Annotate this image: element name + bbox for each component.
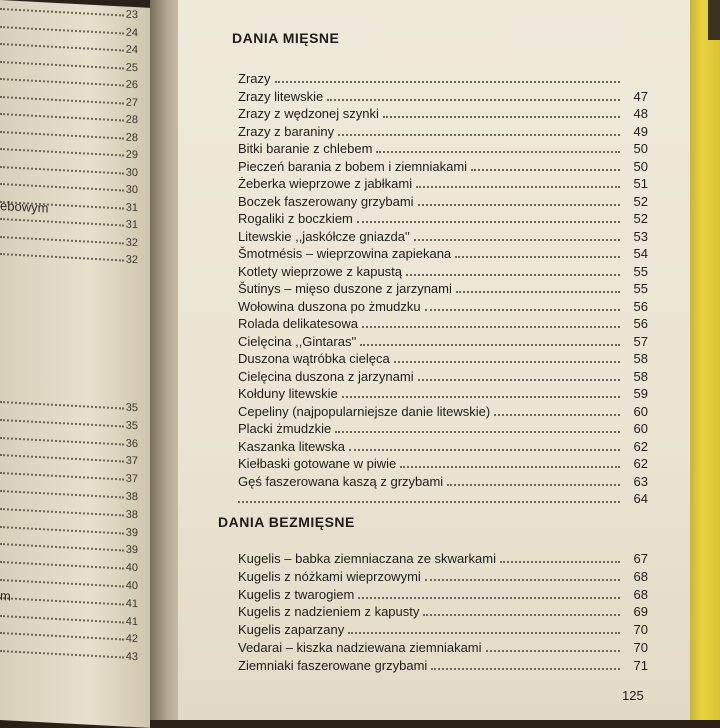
left-page-ref: 41 [125,597,138,611]
left-page-ref: 36 [125,437,138,450]
dot-leader [0,113,124,121]
dot-leader [414,239,620,241]
dot-leader [349,449,620,451]
toc-entry-page: 48 [633,106,648,121]
toc-entry-title: Cepeliny (najpopularniejsze danie litewskie) [238,403,491,419]
toc-entry-page: 52 [633,193,648,209]
toc-entry-page: 50 [633,158,648,174]
toc-entry-page: 56 [633,298,648,314]
toc-entry-page: 53 [633,228,648,244]
toc-entry-page: 47 [633,88,648,104]
dot-leader [0,579,124,587]
dot-leader [0,615,124,623]
left-page-ref: 23 [125,8,138,22]
toc-entry-page: 68 [633,586,648,602]
left-page-ref: 37 [125,454,138,468]
dot-leader [360,344,620,346]
toc-entry [238,280,648,297]
page-number: 125 [622,688,644,703]
section-heading-meatless: DANIA BEZMIĘSNE [218,514,355,530]
toc-entry [238,88,648,105]
dot-leader [0,78,124,86]
toc-entry-title: Vedarai – kiszka nadziewana ziemniakami [238,640,482,655]
left-page-ref: 40 [125,561,138,575]
dot-leader [423,614,620,616]
dot-leader [471,169,620,171]
toc-entry-title: Zrazy litewskie [238,88,324,104]
dot-leader [338,134,620,136]
toc-entry [238,657,648,674]
toc-entry-page: 58 [633,351,648,366]
toc-entry-title: Kiełbaski gotowane w piwie [238,456,397,471]
dot-leader [0,253,124,261]
toc-entry-title: Pieczeń barania z bobem i ziemniakami [238,158,468,174]
toc-entry [238,455,648,472]
dot-leader [342,396,620,398]
toc-entry-title: Żeberka wieprzowe z jabłkami [238,176,413,191]
toc-entry [238,639,648,656]
dot-leader [425,579,620,581]
dot-leader [335,431,620,433]
dot-leader [0,61,124,69]
dot-leader [0,472,124,480]
dot-leader [394,361,620,363]
toc-entry-title: Kugelis z nóżkami wieprzowymi [238,568,421,584]
toc-entry [238,403,648,420]
left-page-ref: 26 [125,78,138,92]
toc-entry [238,263,648,280]
toc-entry [238,438,648,455]
dot-leader [0,131,124,139]
dot-leader [431,668,620,670]
left-toc-line [0,644,140,665]
toc-entry [238,315,648,332]
dot-leader [0,597,124,605]
dot-leader [0,508,124,516]
left-page-ref: 37 [125,472,138,486]
left-page-ref: 32 [125,253,138,267]
dot-leader [0,148,124,156]
left-page-ref: 25 [125,61,138,74]
toc-entry [238,228,648,245]
dot-leader [0,650,124,658]
dot-leader [327,99,620,101]
background-corner [708,0,720,40]
toc-entry-title: Zrazy z baraniny [238,123,335,139]
toc-entry [238,350,648,367]
toc-entry [238,420,648,437]
toc-entry-page: 49 [633,123,648,139]
left-page-ref: 32 [125,236,138,249]
toc-entry [238,333,648,350]
toc-entry-page: 71 [633,657,648,673]
left-page-ref: 29 [125,148,138,162]
dot-leader [0,437,124,445]
toc-entry-page: 68 [633,568,648,584]
left-page-ref: 43 [125,650,138,664]
toc-entry-title: Cielęcina duszona z jarzynami [238,368,414,384]
toc-entry [238,210,648,227]
toc-entry-page: 55 [633,281,648,296]
dot-leader [0,526,124,534]
dot-leader [418,204,620,206]
toc-entry-title: Wołowina duszona po żmudzku [238,298,421,314]
left-page-ref: 30 [125,183,138,197]
toc-entry [238,490,648,507]
toc-entry-page: 67 [633,551,648,566]
dot-leader [238,501,620,503]
left-page-ref: 24 [125,26,138,39]
toc-entry-page: 70 [633,640,648,655]
left-page-ref: 24 [125,43,138,57]
toc-entry-title: Kugelis z nadzieniem z kapusty [238,604,420,620]
dot-leader [0,43,124,51]
left-page-ref: 30 [125,166,138,179]
left-page-ref: 41 [125,615,138,628]
toc-entry-page: 56 [633,316,648,331]
toc-entry-page: 62 [633,456,648,471]
toc-entry [238,473,648,490]
toc-entry-page: 60 [633,421,648,436]
dot-leader [425,309,620,311]
toc-entry-title: Rogaliki z boczkiem [238,211,353,226]
toc-entry-title: Šmotmésis – wieprzowina zapiekana [238,246,452,261]
toc-entry [238,568,648,585]
left-page-ref: 42 [125,632,138,646]
toc-entry [238,385,648,402]
toc-entry-title: Kotlety wieprzowe z kapustą [238,263,403,279]
toc-entry-title: Šutinys – mięso duszone z jarzynami [238,281,452,296]
dot-leader [0,183,124,191]
toc-entry-title: Bitki baranie z chlebem [238,141,373,156]
left-text-fragment: m [0,588,11,604]
left-page-ref: 38 [125,490,138,504]
dot-leader [494,414,620,416]
left-page [0,0,150,728]
dot-leader [0,632,124,640]
toc-entry-title: Kugelis – babka ziemniaczana ze skwarkami [238,551,496,566]
toc-entry-title: Kaszanka litewska [238,438,345,454]
left-page-ref: 28 [125,131,138,144]
dot-leader [0,561,124,569]
toc-entry [238,70,648,87]
dot-leader [447,484,620,486]
dot-leader [0,454,124,462]
dot-leader [0,96,124,104]
toc-entry-title: Kugelis zaparzany [238,622,345,638]
toc-entry-title: Litewskie ,,jaskółcze gniazda'' [238,228,410,244]
toc-entry [238,550,648,567]
left-page-ref: 40 [125,579,138,593]
toc-entry [238,586,648,603]
left-page-ref: 35 [125,401,138,415]
dot-leader [0,419,124,427]
toc-entry-title: Boczek faszerowany grzybami [238,193,414,209]
toc-entry-title: Ziemniaki faszerowane grzybami [238,657,428,673]
dot-leader [0,26,124,34]
dot-leader [406,274,620,276]
left-page-ref: 31 [125,218,138,232]
toc-entry-title: Rolada delikatesowa [238,316,358,331]
toc-entry-page: 58 [633,368,648,384]
dot-leader [0,490,124,498]
toc-entry [238,140,648,157]
dot-leader [486,650,620,652]
toc-entry [238,621,648,638]
left-toc-line [0,247,140,268]
toc-entry-title: Cielęcina ,,Gintaras'' [238,333,357,349]
left-page-ref: 35 [125,419,138,433]
toc-entry-page: 69 [633,604,648,620]
toc-entry [238,603,648,620]
left-page-ref: 38 [125,508,138,522]
left-page-ref: 28 [125,113,138,127]
toc-entry-page: 51 [633,176,648,191]
dot-leader [400,466,620,468]
dot-leader [362,326,620,328]
toc-entry [238,123,648,140]
dot-leader [500,561,620,563]
left-page-ref: 31 [125,201,138,214]
toc-entry [238,175,648,192]
toc-entry [238,245,648,262]
toc-entry [238,158,648,175]
toc-entry-page: 62 [633,438,648,454]
toc-entry-title: Duszona wątróbka cielęca [238,351,390,366]
toc-entry-page: 70 [633,622,648,638]
left-text-fragment: ebowym [0,198,49,216]
yellow-cover-edge [690,0,720,720]
toc-entry-page: 54 [633,246,648,261]
toc-entry-title: Kołduny litewskie [238,386,338,401]
dot-leader [383,116,620,118]
toc-entry-page: 55 [633,263,648,279]
dot-leader [455,256,620,258]
toc-entry-page: 57 [633,333,648,349]
dot-leader [0,8,124,16]
toc-entry-page: 59 [633,386,648,401]
toc-entry [238,105,648,122]
left-page-ref: 39 [125,526,138,539]
toc-entry-title: Kugelis z twarogiem [238,586,355,602]
dot-leader [357,221,620,223]
dot-leader [418,379,620,381]
left-page-ref: 39 [125,543,138,557]
toc-entry-title: Placki żmudzkie [238,421,332,436]
toc-entry-page: 50 [633,141,648,156]
dot-leader [376,151,620,153]
dot-leader [0,401,124,409]
toc-entry-page: 52 [633,211,648,226]
toc-entry-title: Zrazy z wędzonej szynki [238,106,379,121]
toc-entry-page: 64 [633,491,648,506]
dot-leader [0,218,124,226]
dot-leader [358,597,620,599]
toc-entry-page: 63 [633,473,648,489]
dot-leader [416,186,620,188]
dot-leader [275,81,621,83]
dot-leader [348,632,620,634]
left-page-ref: 27 [125,96,138,109]
toc-entry [238,193,648,210]
section-heading-meat: DANIA MIĘSNE [232,30,340,46]
dot-leader [456,291,620,293]
dot-leader [0,543,124,551]
toc-entry-page: 60 [633,403,648,419]
toc-entry-title: Gęś faszerowana kaszą z grzybami [238,473,444,489]
toc-entry-title: Zrazy [238,71,271,86]
toc-entry [238,298,648,315]
dot-leader [0,166,124,174]
toc-entry [238,368,648,385]
dot-leader [0,236,124,244]
